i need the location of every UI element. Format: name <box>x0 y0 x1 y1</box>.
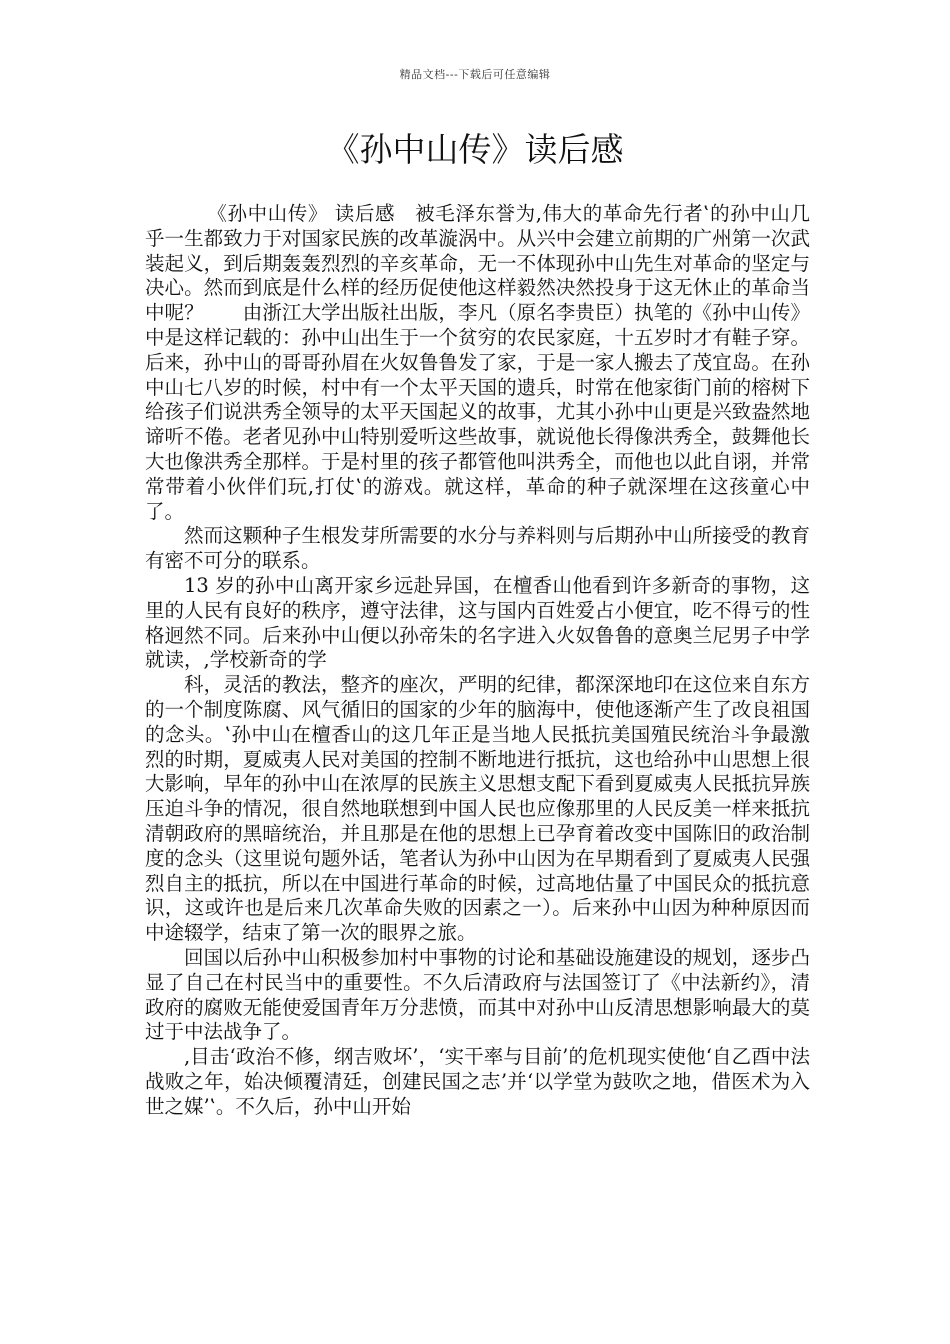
paragraph-5: 回国以后孙中山积极参加村中事物的讨论和基础设施建设的规划，逐步凸显了自己在村民当中的重要性。不久后清政府与法国签订了《中法新约》，清政府的腐败无能使爱国青年万分悲愤，而其中对孙中山反清思想影响最大的莫过于中法战争了。 <box>145 945 810 1044</box>
document-title: 《孙中山传》读后感 <box>326 130 624 169</box>
header-note: 精品文档---下载后可任意编辑 <box>399 68 551 81</box>
paragraph-6: ,目击‘政治不修，纲吉败坏’，‘实干率与目前’的危机现实使他‘自乙酉中法战败之年，始决倾覆清廷，创建民国之志’并‘以学堂为鼓吹之地，借医术为入世之媒’‛。不久后，孙中山开始 <box>145 1045 810 1118</box>
document-body <box>145 202 810 1119</box>
paragraph-3: 13 岁的孙中山离开家乡远赴异国，在檀香山他看到许多新奇的事物，这里的人民有良好的秩序，遵守法律，这与国内百姓爱占小便宜，吃不得亏的性格迥然不同。后来孙中山便以孙帝朱的名字进入火奴鲁鲁的意奥兰尼男子中学就读，,学校新奇的学 <box>145 573 810 672</box>
paragraph-4: 科，灵活的教法，整齐的座次，严明的纪律，都深深地印在这位来自东方的一个制度陈腐、风气循旧的国家的少年的脑海中，使他逐渐产生了改良祖国的念头。‛孙中山在檀香山的这几年正是当地人民抵抗美国殖民统治斗争最激烈的时期，夏威夷人民对美国的控制不断地进行抵抗，这也给孙中山思想上很大影响，早年的孙中山在浓厚的民族主义思想支配下看到夏威夷人民抵抗异族压迫斗争的情况，很自然地联想到中国人民也应像那里的人民反美一样来抵抗清朝政府的黑暗统治，并且那是在他的思想上已孕育着改变中国陈旧的政治制度的念头（这里说句题外话，笔者认为孙中山因为在早期看到了夏威夷人民强烈自主的抵抗，所以在中国进行革命的时候，过高地估量了中国民众的抵抗意识，这或许也是后来几次革命失败的因素之一）。后来孙中山因为种种原因而中途辍学，结束了第一次的眼界之旅。 <box>145 673 810 945</box>
paragraph-1: 《孙中山传》 读后感 被毛泽东誉为,伟大的革命先行者‛的孙中山几乎一生都致力于对国家民族的改革漩涡中。从兴中会建立前期的广州第一次武装起义，到后期轰轰烈烈的辛亥革命，无一不体现孙中山先生对革命的坚定与决心。然而到底是什么样的经历促使他这样毅然决然投身于这无休止的革命当中呢？ 由浙江大学出版社出版，李凡（原名李贵臣）执笔的《孙中山传》中是这样记载的：孙中山出生于一个贫穷的农民家庭，十五岁时才有鞋子穿。后来，孙中山的哥哥孙眉在火奴鲁鲁发了家，于是一家人搬去了茂宜岛。在孙中山七八岁的时候，村中有一个太平天国的遗兵，时常在他家街门前的榕树下给孩子们说洪秀全领导的太平天国起义的故事，尤其小孙中山更是兴致盎然地谛听不倦。老者见孙中山特别爱听这些故事，就说他长得像洪秀全，鼓舞他长大也像洪秀全那样。于是村里的孩子都管他叫洪秀全，而他也以此自诩，并常常带着小伙伴们玩,打仗‛的游戏。就这样，革命的种子就深埋在这孩童心中了。 <box>145 202 810 523</box>
paragraph-2: 然而这颗种子生根发芽所需要的水分与养料则与后期孙中山所接受的教育有密不可分的联系。 <box>145 524 810 573</box>
